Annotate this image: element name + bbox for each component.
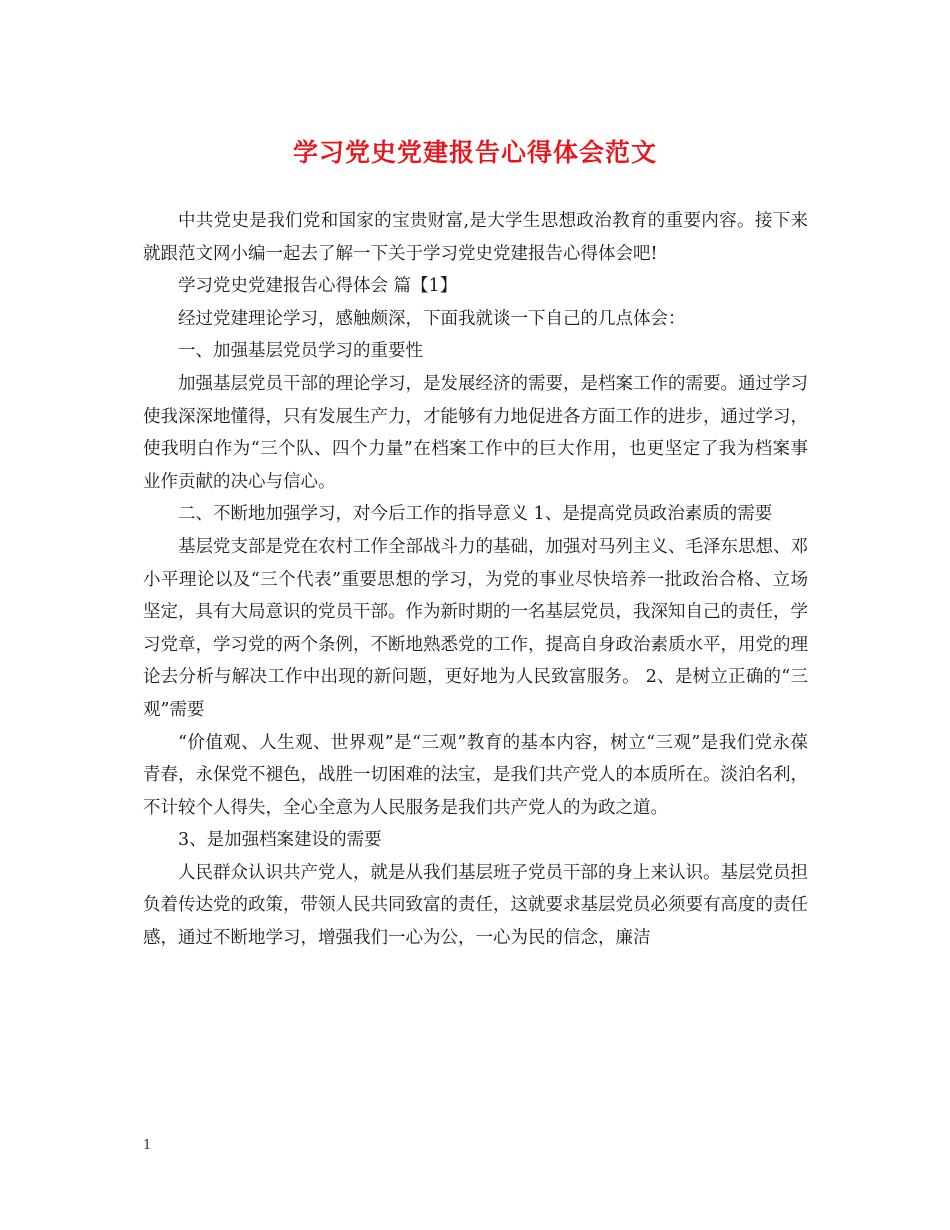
page-number: 1 <box>143 1138 152 1153</box>
paragraph-section-heading: 学习党史党建报告心得体会 篇【1】 <box>178 276 458 297</box>
paragraph-heading-3: 3、是加强档案建设的需要 <box>178 830 382 851</box>
document-title: 学习党史党建报告心得体会范文 <box>292 138 657 167</box>
paragraph-heading-1: 一、加强基层党员学习的重要性 <box>178 341 423 362</box>
paragraph-body-2: 基层党支部是党在农村工作全部战斗力的基础，加强对马列主义、毛泽东思想、邓小平理论以及“三个代表”重要思想的学习，为党的事业尽快培养一批政治合格、立场坚定，具有大局意识的党员干部。作为新时期的一名基层党员，我深知自己的责任，学习党章，学习党的两个条例，不断地熟悉党的工作，提高自身政治素质水平，用党的理论去分析与解决工作中出现的新问题，更好地为人民致富服务。 2、是树立正确的“三观”需要 <box>143 536 808 720</box>
paragraph-heading-2: 二、不断地加强学习，对今后工作的指导意义 1、是提高党员政治素质的需要 <box>178 504 773 525</box>
paragraph-intro: 中共党史是我们党和国家的宝贵财富,是大学生思想政治教育的重要内容。接下来就跟范文网小编一起去了解一下关于学习党史党建报告心得体会吧! <box>143 211 808 264</box>
paragraph-lead: 经过党建理论学习，感触颇深，下面我就谈一下自己的几点体会： <box>178 308 686 329</box>
document-body <box>143 205 808 955</box>
paragraph-body-3: “价值观、人生观、世界观”是“三观”教育的基本内容，树立“三观”是我们党永葆青春，永保党不褪色，战胜一切困难的法宝，是我们共产党人的本质所在。淡泊名利，不计较个人得失，全心全意为人民服务是我们共产党人的为政之道。 <box>143 732 808 818</box>
paragraph-body-4: 人民群众认识共产党人，就是从我们基层班子党员干部的身上来认识。基层党员担负着传达党的政策，带领人民共同致富的责任，这就要求基层党员必须要有高度的责任感，通过不断地学习，增强我们一心为公，一心为民的信念，廉洁 <box>143 862 808 949</box>
paragraph-body-1: 加强基层党员干部的理论学习，是发展经济的需要，是档案工作的需要。通过学习使我深深地懂得，只有发展生产力，才能够有力地促进各方面工作的进步，通过学习，使我明白作为“三个队、四个力量”在档案工作中的巨大作用，也更坚定了我为档案事业作贡献的决心与信心。 <box>143 373 808 492</box>
